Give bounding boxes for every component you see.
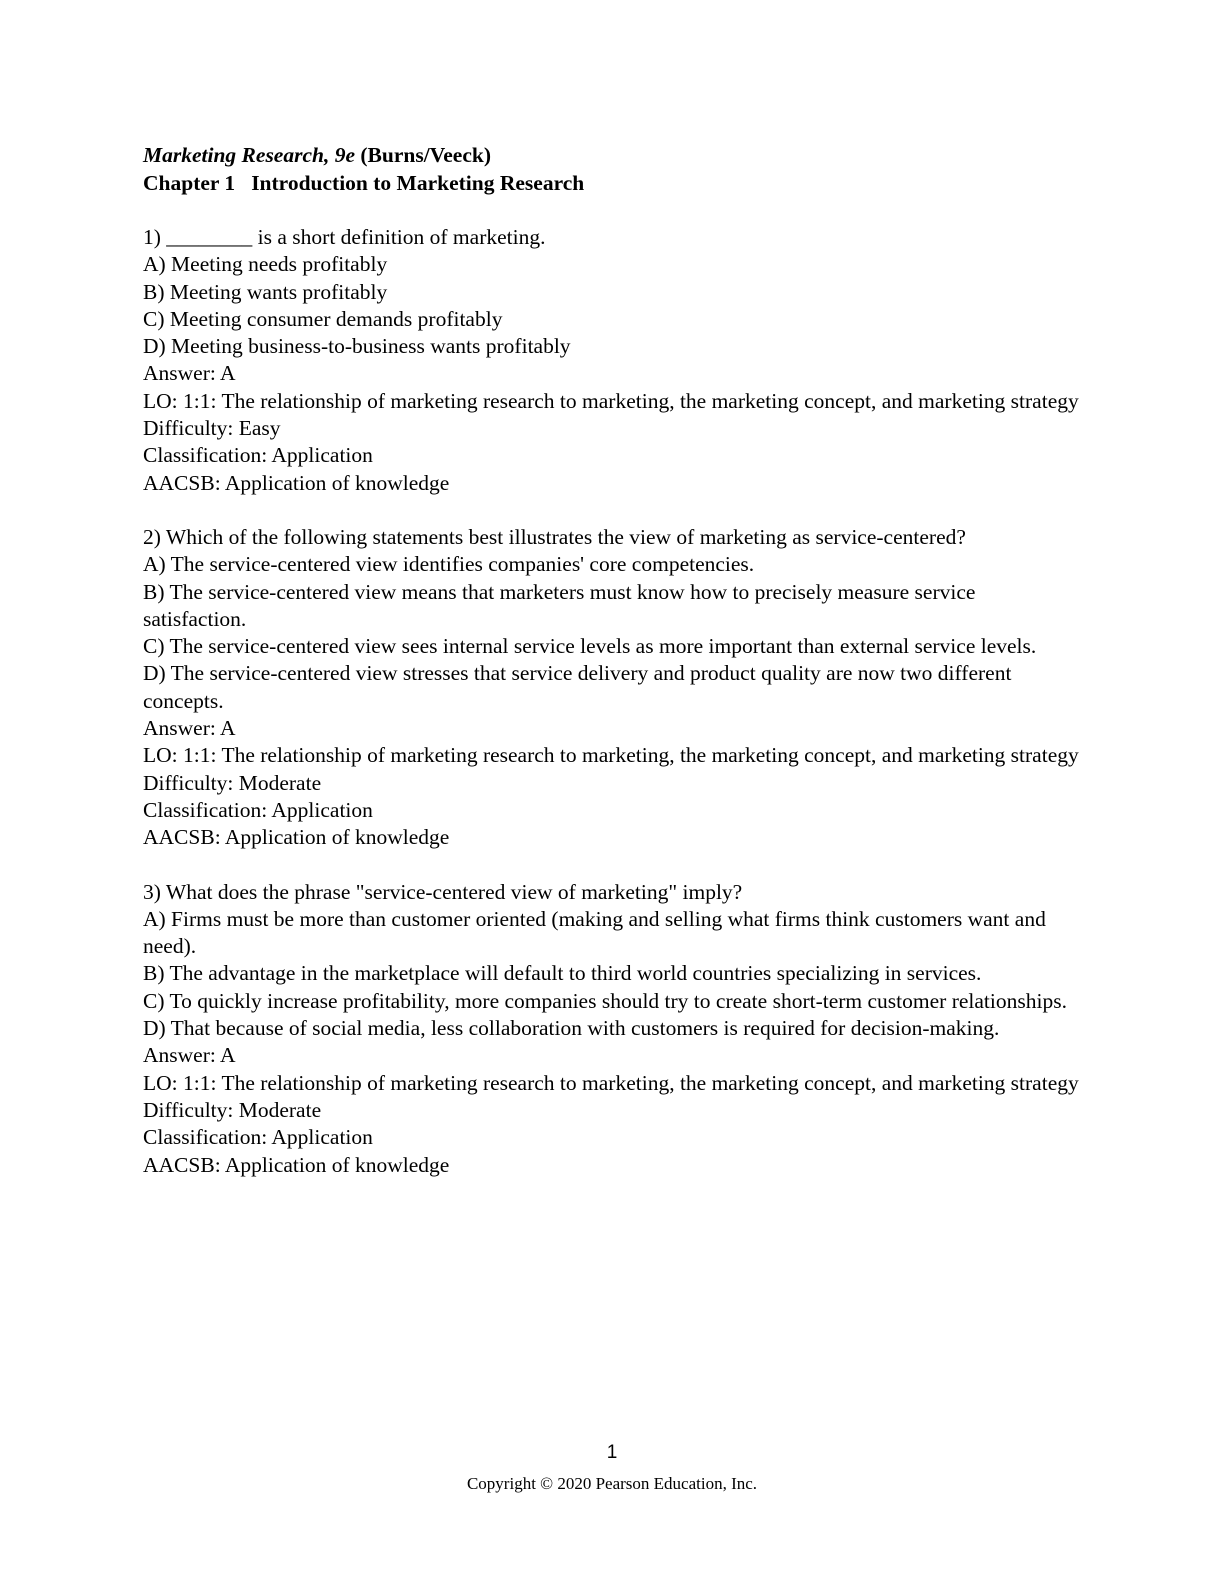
aacsb: AACSB: Application of knowledge xyxy=(143,825,450,850)
option-b: B) The advantage in the marketplace will default to third world countries specializing in services. xyxy=(143,961,982,986)
page-number: 1 xyxy=(606,1442,618,1463)
book-authors: (Burns/Veeck) xyxy=(360,143,491,167)
question-stem: 2) Which of the following statements best illustrates the view of marketing as service-centered? xyxy=(143,524,966,549)
option-b: B) The service-centered view means that marketers must know how to precisely measure service satisfaction. xyxy=(143,579,976,631)
option-a: A) Meeting needs profitably xyxy=(143,252,388,277)
difficulty: Difficulty: Easy xyxy=(143,416,281,441)
question-stem: 3) What does the phrase "service-centered view of marketing" imply? xyxy=(143,879,743,904)
book-title-line xyxy=(143,141,1083,169)
option-d: D) Meeting business-to-business wants profitably xyxy=(143,334,571,359)
question-stem: 1) ________ is a short definition of marketing. xyxy=(143,225,546,249)
option-c: C) Meeting consumer demands profitably xyxy=(143,306,503,331)
aacsb: AACSB: Application of knowledge xyxy=(143,1152,450,1177)
page-content xyxy=(143,141,1083,1179)
option-c: C) To quickly increase profitability, more companies should try to create short-term customer relationships. xyxy=(143,988,1067,1013)
option-d: D) The service-centered view stresses that service delivery and product quality are now two different concepts. xyxy=(143,661,1012,713)
option-a: A) Firms must be more than customer oriented (making and selling what firms think customers want and need). xyxy=(143,906,1046,959)
option-d: D) That because of social media, less collaboration with customers is required for decision-making. xyxy=(143,1016,1000,1041)
option-b: B) Meeting wants profitably xyxy=(143,279,388,304)
learning-objective: LO: 1:1: The relationship of marketing research to marketing, the marketing concept, and marketing strategy xyxy=(143,1070,1079,1095)
book-title: Marketing Research, 9e xyxy=(143,143,356,167)
chapter-label: Chapter 1 xyxy=(143,171,236,195)
aacsb: AACSB: Application of knowledge xyxy=(143,470,450,495)
learning-objective: LO: 1:1: The relationship of marketing research to marketing, the marketing concept, and marketing strategy xyxy=(143,743,1079,768)
answer: Answer: A xyxy=(143,361,236,386)
question-1 xyxy=(143,224,1083,497)
question-2 xyxy=(143,524,1083,852)
classification: Classification: Application xyxy=(143,797,373,822)
classification: Classification: Application xyxy=(143,443,373,468)
document-header xyxy=(143,141,1083,197)
answer: Answer: A xyxy=(143,1043,236,1068)
chapter-title: Introduction to Marketing Research xyxy=(251,171,585,195)
difficulty: Difficulty: Moderate xyxy=(143,770,322,795)
learning-objective: LO: 1:1: The relationship of marketing research to marketing, the marketing concept, and marketing strategy xyxy=(143,388,1079,413)
difficulty: Difficulty: Moderate xyxy=(143,1097,322,1122)
option-a: A) The service-centered view identifies companies' core competencies. xyxy=(143,552,755,577)
copyright-notice: Copyright © 2020 Pearson Education, Inc. xyxy=(466,1474,758,1493)
classification: Classification: Application xyxy=(143,1125,373,1150)
chapter-heading xyxy=(143,169,1083,197)
option-c: C) The service-centered view sees internal service levels as more important than external service levels. xyxy=(143,634,1037,659)
answer: Answer: A xyxy=(143,716,236,741)
question-3 xyxy=(143,879,1083,1179)
